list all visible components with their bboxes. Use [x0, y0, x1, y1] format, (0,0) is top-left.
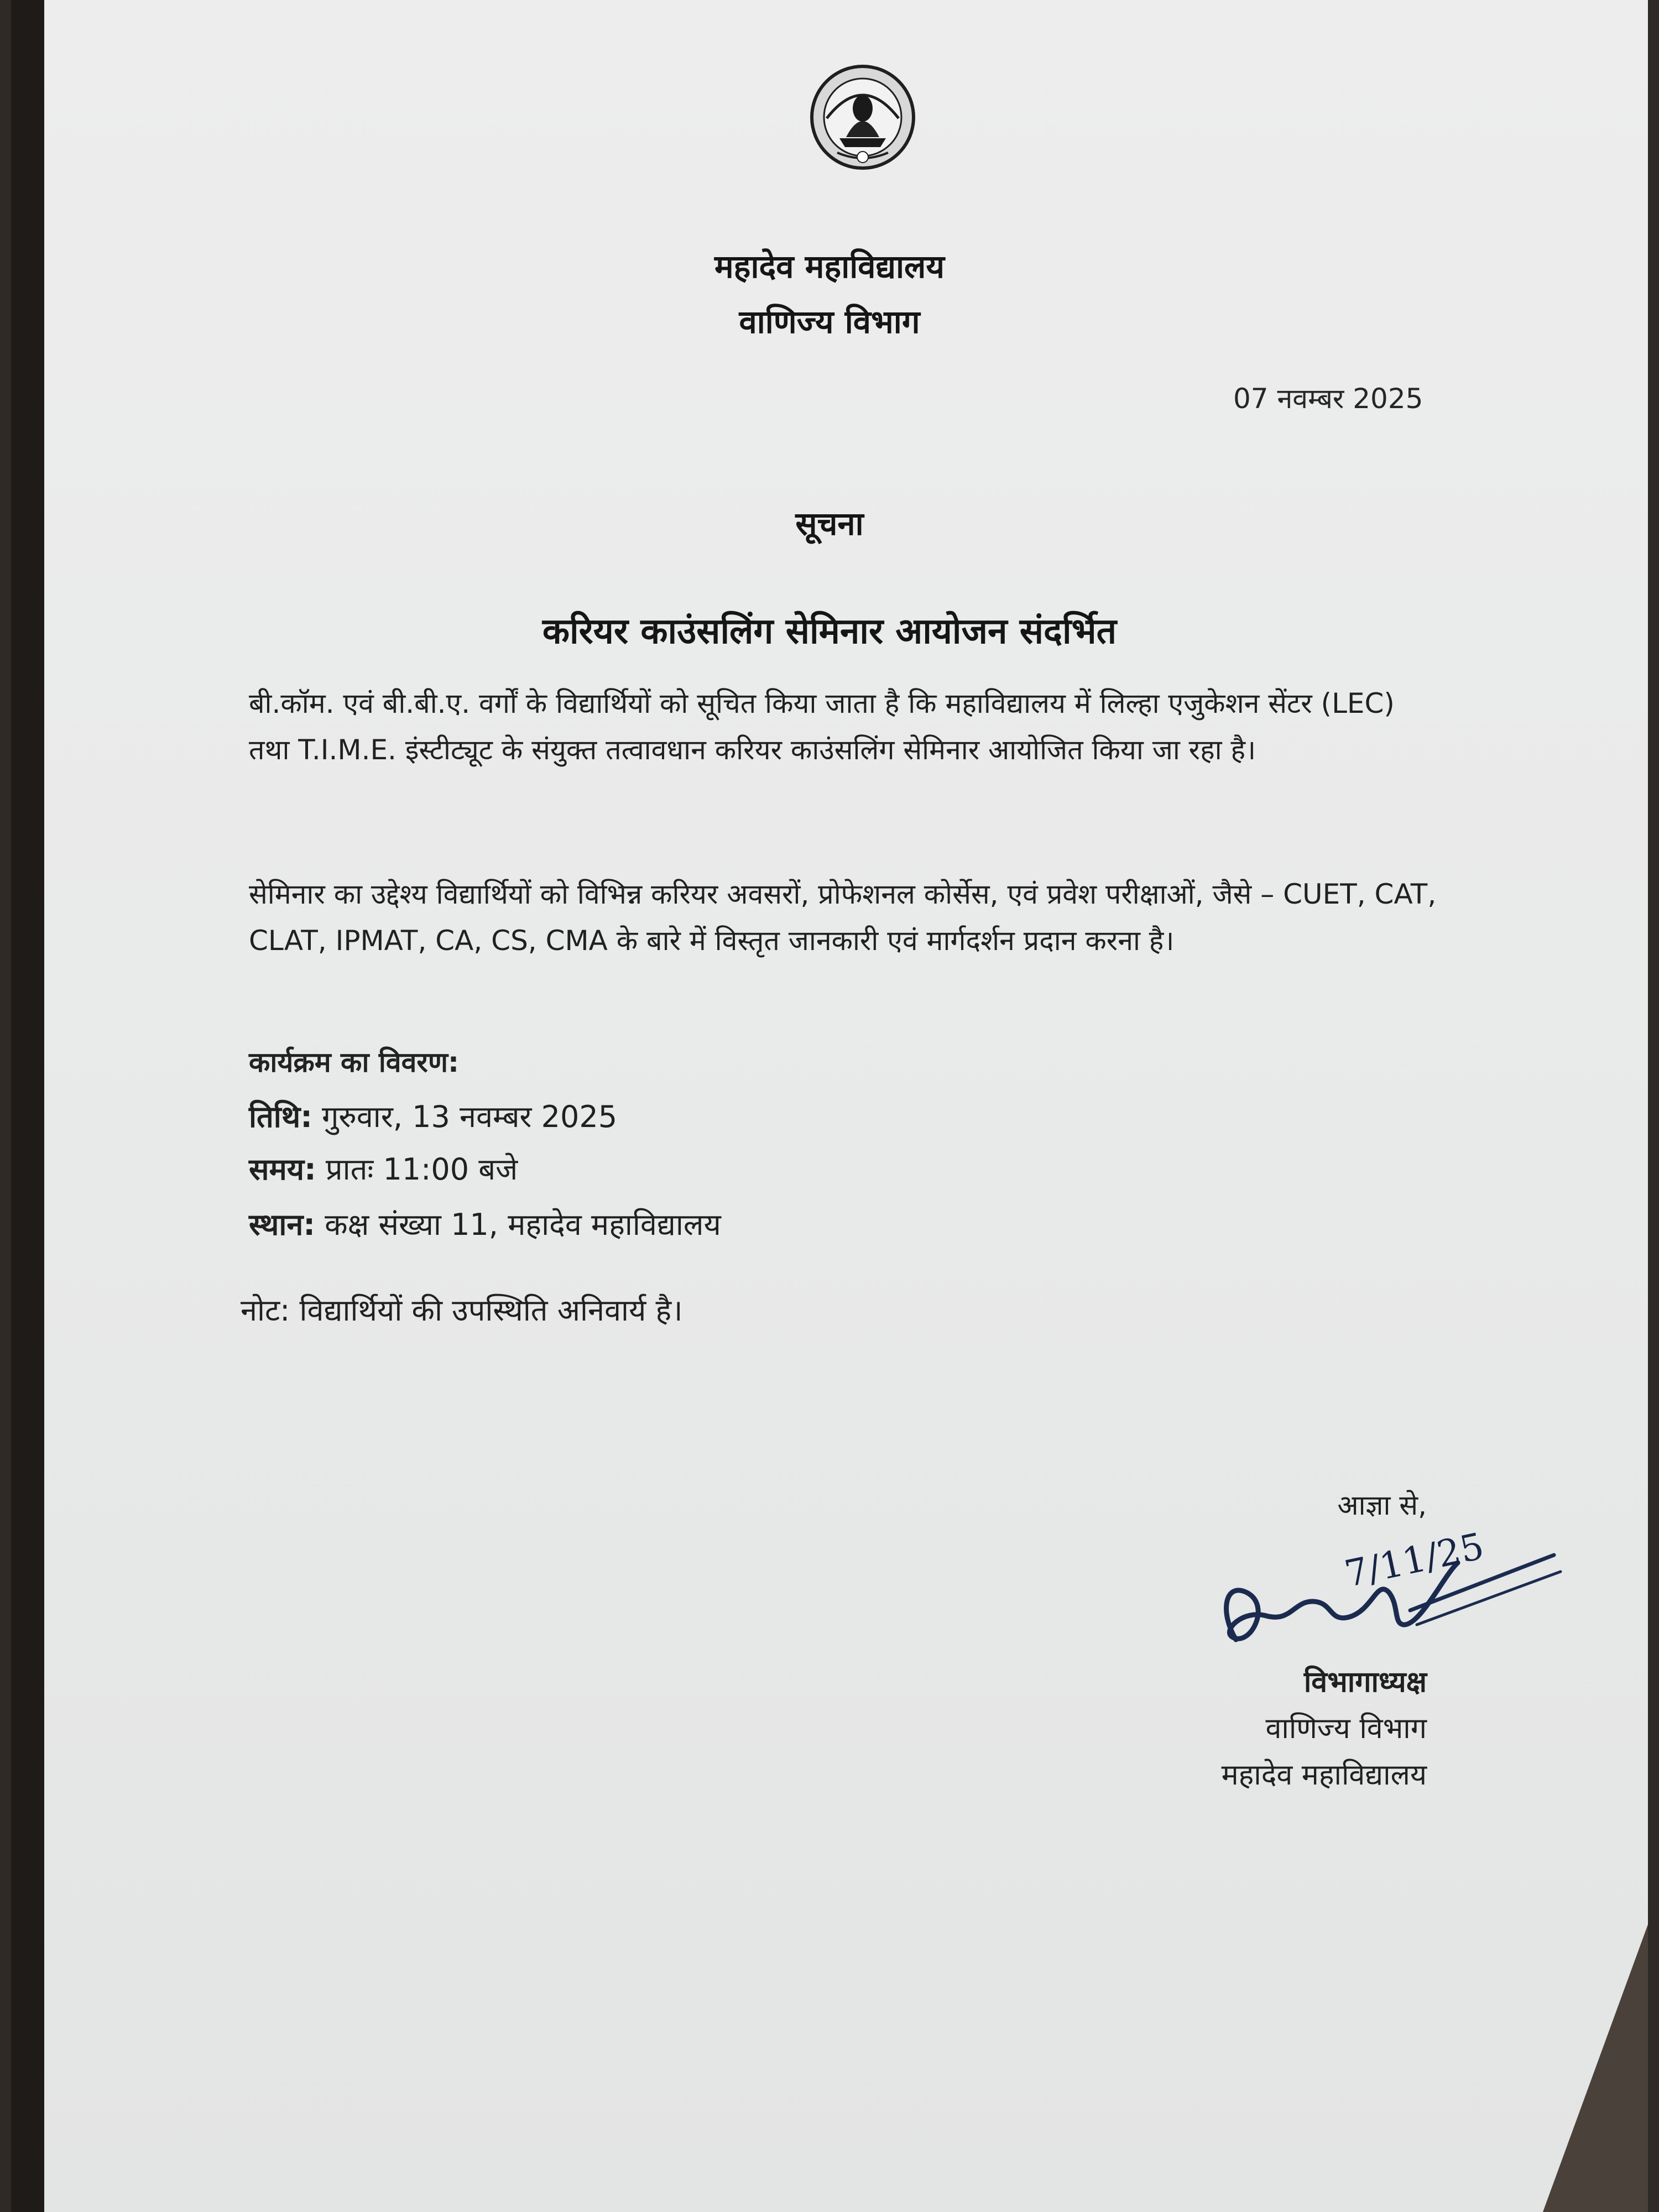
program-place-row — [249, 1203, 721, 1244]
program-time-label: समय: — [249, 1152, 316, 1187]
program-time-row — [249, 1147, 518, 1188]
designation-title: विभागाध्यक्ष — [1303, 1666, 1427, 1699]
program-date-value: गुरुवार, 13 नवम्बर 2025 — [322, 1099, 618, 1134]
department-name: वाणिज्य विभाग — [739, 303, 920, 341]
college-name: महादेव महाविद्यालय — [714, 248, 945, 285]
notice-date: 07 नवम्बर 2025 — [1233, 383, 1423, 415]
notice-subject: करियर काउंसलिंग सेमिनार आयोजन संदर्भित — [542, 611, 1117, 652]
program-date-row — [249, 1095, 617, 1136]
program-details-heading: कार्यक्रम का विवरण: — [249, 1046, 459, 1078]
college-emblem-icon — [807, 62, 918, 173]
designation-department: वाणिज्य विभाग — [1265, 1712, 1427, 1745]
program-place-label: स्थान: — [249, 1207, 315, 1242]
program-date-label: तिथि: — [249, 1099, 312, 1134]
signature-date: 7/11/25 — [1341, 1525, 1488, 1596]
notice-paragraph-2: सेमिनार का उद्देश्य विद्यार्थियों को विभिन्न करियर अवसरों, प्रोफेशनल कोर्सेस, एवं प्रवेश परीक्षाओं, जैसे – CUET, CAT, CLAT, IPMAT, CA, CS, CMA के बारे में विस्तृत जानकारी एवं मार्गदर्शन प्रदान करना है। — [249, 878, 1437, 957]
designation-block — [1106, 1659, 1427, 1798]
dark-background-corner — [1543, 1924, 1648, 2212]
attendance-note: नोट: विद्यार्थियों की उपस्थिति अनिवार्य है। — [241, 1293, 683, 1328]
handwritten-signature — [1211, 1515, 1571, 1676]
notice-title: सूचना — [795, 505, 864, 542]
program-place-value: कक्ष संख्या 11, महादेव महाविद्यालय — [325, 1207, 721, 1242]
notice-paragraph-1: बी.कॉम. एवं बी.बी.ए. वर्गों के विद्यार्थियों को सूचित किया जाता है कि महाविद्यालय में लिल्हा एजुकेशन सेंटर (LEC) तथा T.I.M.E. इंस्टीट्यूट के संयुक्त तत्वावधान करियर काउंसलिंग सेमिनार आयोजित किया जा रहा है। — [249, 687, 1395, 766]
program-time-value: प्रातः 11:00 बजे — [325, 1152, 518, 1187]
designation-college: महादेव महाविद्यालय — [1221, 1759, 1427, 1792]
by-order-text: आज्ञा से, — [1337, 1489, 1427, 1521]
notice-page — [11, 0, 1648, 2212]
